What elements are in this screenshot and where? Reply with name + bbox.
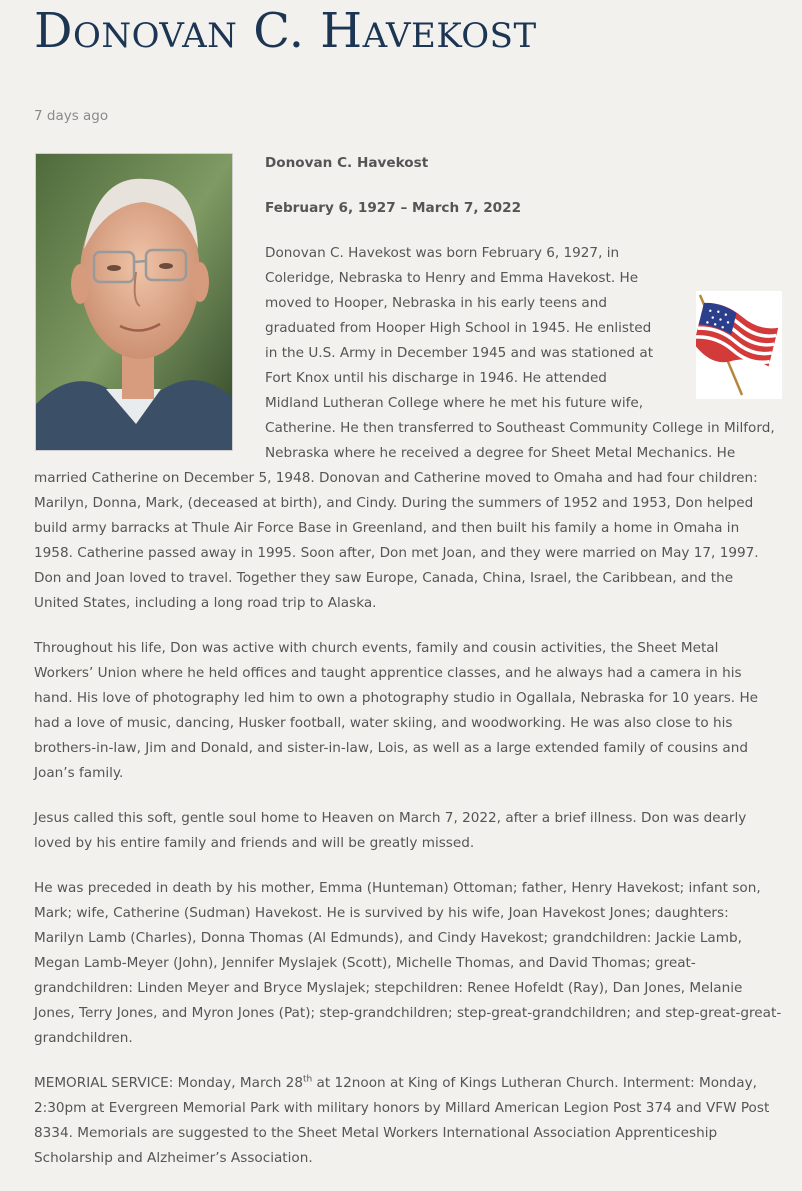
obituary-dates: February 6, 1927 – March 7, 2022 xyxy=(265,200,522,216)
memorial-text-rest: at 12noon at King of Kings Lutheran Church. Interment: Monday, 2:30pm at Evergreen Memorial Park with military honors by Millard American Legion Post 374 and VFW Post 8334. Memorials are suggested to the Sheet Metal Workers International Association Apprenticeship Scholarship and Alzheimer’s Association. xyxy=(34,1075,770,1166)
life-paragraph: Throughout his life, Don was active with church events, family and cousin activities, the Sheet Metal Workers’ Union where he held offices and taught apprentice classes, and he always had a camera in his hand. His love of photography led him to own a photography studio in Ogallala, Nebraska for 10 years. He had a love of music, dancing, Husker football, water skiing, and woodworking. He was also close to his brothers-in-law, Jim and Donald, and sister-in-law, Lois, as well as a large extended family of cousins and Joan’s family. xyxy=(34,640,759,781)
memorial-text-start: MEMORIAL SERVICE: Monday, March 28 xyxy=(34,1075,303,1091)
page-title: Donovan C. Havekost xyxy=(34,3,537,59)
american-flag-image xyxy=(696,291,782,399)
portrait-photo xyxy=(35,153,233,451)
post-date: 7 days ago xyxy=(34,108,109,124)
family-paragraph: He was preceded in death by his mother, Emma (Hunteman) Ottoman; father, Henry Havekost; infant son, Mark; wife, Catherine (Sudman) Havekost. He is survived by his wife, Joan Havekost Jones; daughters: Marilyn Lamb (Charles), Donna Thomas (Al Edmunds), and Cindy Havekost; grandchildren: Jackie Lamb, Megan Lamb-Meyer (John), Jennifer Myslajek (Scott), Michelle Thomas, and David Thomas; great-grandchildren: Linden Meyer and Bryce Myslajek; stepchildren: Renee Hofeldt (Ray), Dan Jones, Melanie Jones, Terry Jones, and Myron Jones (Pat); step-grandchildren; step-great-grandchildren; and step-great-great-grandchildren. xyxy=(34,880,782,1046)
biography-paragraph: Donovan C. Havekost was born February 6, 1927, in Coleridge, Nebraska to Henry and Emma Havekost. He moved to Hooper, Nebraska in his early teens and graduated from Hooper High School in 1945. He enlisted in the U.S. Army in December 1945 and was stationed at Fort Knox until his discharge in 1946. He attended Midland Lutheran College where he met his future wife, Catherine. He then transferred to Southeast Community College in Milford, Nebraska where he received a degree for Sheet Metal Mechanics. He married Catherine on December 5, 1948. Donovan and Catherine moved to Omaha and had four children: Marilyn, Donna, Mark, (deceased at birth), and Cindy. During the summers of 1952 and 1953, Don helped build army barracks at Thule Air Force Base in Greenland, and then built his family a home in Omaha in 1958. Catherine passed away in 1995. Soon after, Don met Joan, and they were married on May 17, 1997. Don and Joan loved to travel. Together they saw Europe, Canada, China, Israel, the Caribbean, and the United States, including a long road trip to Alaska. xyxy=(34,245,775,611)
memorial-date-suffix: th xyxy=(302,1074,313,1085)
memorial-paragraph xyxy=(34,1071,782,1171)
obituary-name: Donovan C. Havekost xyxy=(265,155,429,171)
obituary-content xyxy=(34,151,782,1191)
passing-paragraph: Jesus called this soft, gentle soul home to Heaven on March 7, 2022, after a brief illness. Don was dearly loved by his entire family and friends and will be greatly missed. xyxy=(34,810,747,851)
